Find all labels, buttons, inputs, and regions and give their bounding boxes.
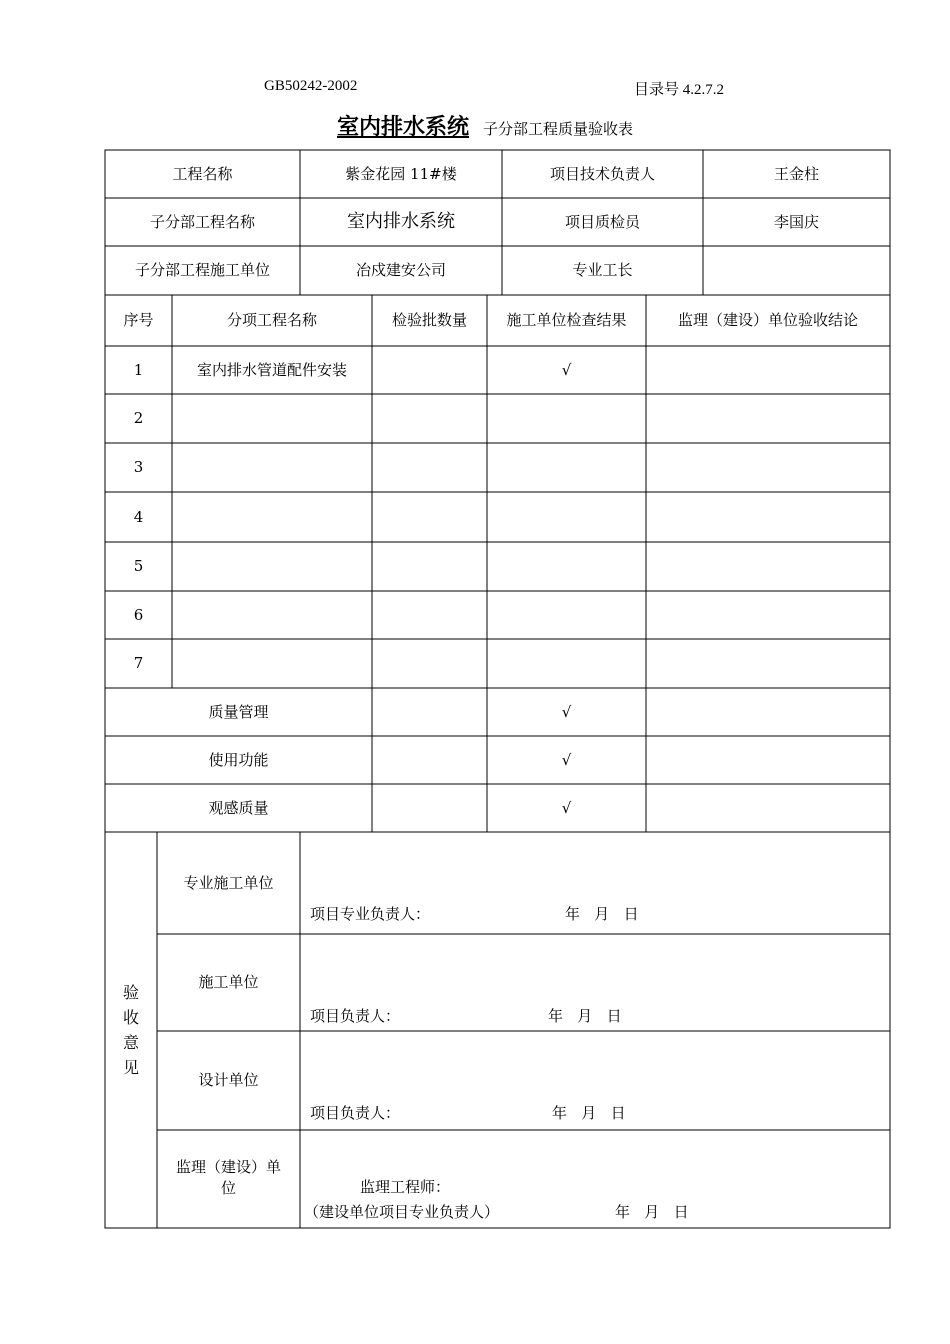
foreman-label: 专业工长	[572, 261, 633, 279]
row-conclusion	[646, 542, 890, 591]
subproject-label: 子分部工程名称	[149, 212, 255, 231]
row-item-name	[172, 639, 372, 688]
signer-supervisor-line2: （建设单位项目专业负责人）	[304, 1203, 500, 1221]
row-conclusion	[646, 492, 890, 542]
date-contractor: 年 月 日	[548, 1007, 622, 1025]
tech-lead-label: 项目技术负责人	[549, 164, 655, 183]
date-design: 年 月 日	[552, 1104, 626, 1122]
summary-function-label: 使用功能	[208, 750, 269, 769]
row-batch-count	[372, 591, 487, 639]
project-name-value: 紫金花园 11#楼	[345, 164, 457, 183]
row-no: 7	[133, 654, 144, 672]
summary-quality-mgmt-result: √	[561, 702, 572, 721]
row-conclusion	[646, 346, 890, 394]
header-batch-count: 检验批数量	[391, 311, 467, 329]
standard-code: GB50242-2002	[264, 78, 358, 94]
row-batch-count	[372, 542, 487, 591]
row-batch-count	[372, 443, 487, 492]
title-main: 室内排水系统	[337, 114, 470, 140]
unit-design: 设计单位	[198, 1071, 259, 1089]
summary-function-result: √	[561, 750, 572, 769]
row-no: 3	[133, 458, 144, 476]
qc-value: 李国庆	[773, 212, 819, 231]
row-conclusion	[646, 639, 890, 688]
row-item-name	[172, 394, 372, 443]
row-batch-count	[372, 394, 487, 443]
row-check-result: √	[561, 360, 572, 379]
unit-specialty-contractor: 专业施工单位	[183, 873, 274, 892]
row-conclusion	[646, 394, 890, 443]
signer-contractor: 项目负责人：	[310, 1007, 401, 1025]
date-specialty-contractor: 年 月 日	[565, 905, 639, 923]
qc-label: 项目质检员	[564, 212, 640, 231]
row-item-name	[172, 443, 372, 492]
acceptance-section-label: 验收意见	[122, 983, 139, 1077]
header-conclusion: 监理（建设）单位验收结论	[677, 311, 858, 329]
row-check-result	[487, 639, 646, 688]
row-check-result	[487, 591, 646, 639]
title-sub: 子分部工程质量验收表	[483, 120, 634, 138]
row-batch-count	[372, 492, 487, 542]
foreman-value	[703, 246, 890, 295]
row-conclusion	[646, 591, 890, 639]
row-no: 2	[133, 409, 144, 427]
row-conclusion	[646, 443, 890, 492]
row-check-result	[487, 443, 646, 492]
contractor-label: 子分部工程施工单位	[134, 261, 270, 279]
unit-contractor: 施工单位	[198, 973, 259, 991]
header-no: 序号	[123, 311, 154, 329]
summary-appearance-label: 观感质量	[208, 798, 269, 817]
row-item-name	[172, 492, 372, 542]
header-item-name: 分项工程名称	[226, 311, 317, 329]
summary-quality-mgmt-label: 质量管理	[208, 702, 269, 721]
signer-supervisor-line1: 监理工程师：	[360, 1178, 451, 1196]
project-name-label: 工程名称	[172, 164, 233, 183]
header-check-result: 施工单位检查结果	[506, 311, 627, 329]
tech-lead-value: 王金柱	[773, 164, 819, 183]
row-no: 6	[133, 605, 144, 624]
catalog-number: 目录号 4.2.7.2	[634, 82, 725, 98]
row-no: 4	[133, 507, 144, 526]
row-no: 1	[133, 360, 144, 379]
row-check-result	[487, 542, 646, 591]
row-check-result	[487, 394, 646, 443]
subproject-value: 室内排水系统	[347, 211, 455, 233]
row-item-name: 室内排水管道配件安装	[196, 360, 347, 379]
contractor-value: 冶戍建安公司	[355, 261, 446, 279]
summary-appearance-result: √	[561, 798, 572, 817]
signer-specialty-contractor: 项目专业负责人：	[310, 905, 431, 923]
row-item-name	[172, 542, 372, 591]
row-batch-count	[372, 639, 487, 688]
row-item-name	[172, 591, 372, 639]
row-no: 5	[133, 557, 144, 575]
row-batch-count	[372, 346, 487, 394]
signer-design: 项目负责人：	[310, 1104, 401, 1122]
unit-supervisor: 监理（建设）单位	[175, 1158, 281, 1197]
row-check-result	[487, 492, 646, 542]
date-supervisor: 年 月 日	[615, 1203, 689, 1221]
